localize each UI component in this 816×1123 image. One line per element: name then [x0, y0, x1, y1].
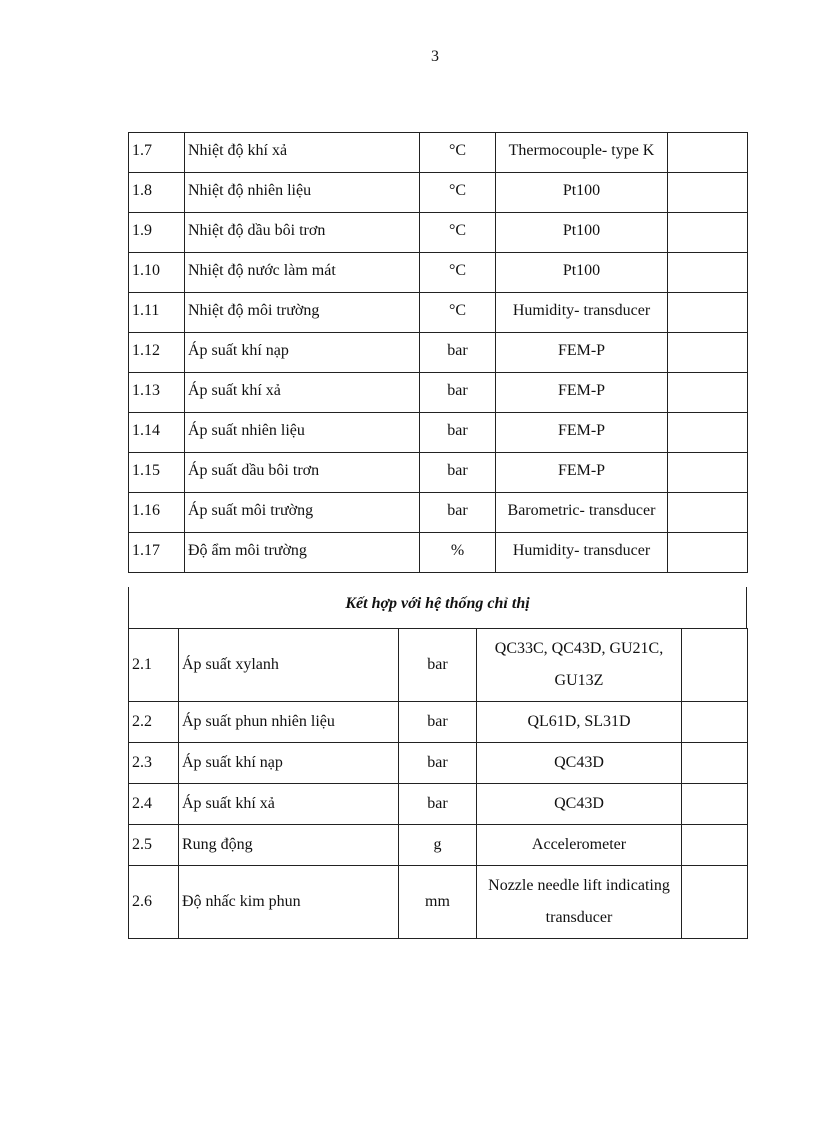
- unit: bar: [420, 453, 496, 493]
- parameter-name: Độ nhấc kim phun: [179, 866, 399, 939]
- row-number: 1.16: [129, 493, 185, 533]
- measurement-table-part1: [128, 132, 748, 573]
- table-row: [129, 533, 748, 573]
- table-row: [129, 133, 748, 173]
- note-cell: [682, 784, 748, 825]
- table-row: [129, 333, 748, 373]
- sensor-type: FEM-P: [496, 373, 668, 413]
- row-number: 1.9: [129, 213, 185, 253]
- unit: bar: [399, 743, 477, 784]
- row-number: 2.4: [129, 784, 179, 825]
- row-number: 1.7: [129, 133, 185, 173]
- note-cell: [668, 453, 748, 493]
- row-number: 2.1: [129, 629, 179, 702]
- measurement-table-part2: [128, 628, 748, 939]
- table-row: [129, 629, 748, 702]
- table-row: [129, 293, 748, 333]
- row-number: 1.17: [129, 533, 185, 573]
- sensor-type: Nozzle needle lift indicating transducer: [477, 866, 682, 939]
- sensor-type: Barometric- transducer: [496, 493, 668, 533]
- unit: bar: [399, 784, 477, 825]
- parameter-name: Nhiệt độ môi trường: [185, 293, 420, 333]
- note-cell: [682, 866, 748, 939]
- parameter-name: Áp suất khí nạp: [185, 333, 420, 373]
- sensor-type: Thermocouple- type K: [496, 133, 668, 173]
- table-row: [129, 413, 748, 453]
- sensor-type: Pt100: [496, 213, 668, 253]
- unit: bar: [420, 373, 496, 413]
- unit: bar: [399, 702, 477, 743]
- unit: g: [399, 825, 477, 866]
- row-number: 2.2: [129, 702, 179, 743]
- sensor-type: Accelerometer: [477, 825, 682, 866]
- parameter-name: Rung động: [179, 825, 399, 866]
- unit: °C: [420, 253, 496, 293]
- table-row: [129, 373, 748, 413]
- row-number: 1.15: [129, 453, 185, 493]
- note-cell: [682, 743, 748, 784]
- note-cell: [668, 533, 748, 573]
- parameter-name: Áp suất xylanh: [179, 629, 399, 702]
- parameter-name: Áp suất môi trường: [185, 493, 420, 533]
- unit: %: [420, 533, 496, 573]
- table-row: [129, 866, 748, 939]
- sensor-type: Humidity- transducer: [496, 533, 668, 573]
- unit: bar: [420, 333, 496, 373]
- sensor-type: Humidity- transducer: [496, 293, 668, 333]
- unit: bar: [420, 413, 496, 453]
- note-cell: [668, 253, 748, 293]
- row-number: 2.6: [129, 866, 179, 939]
- note-cell: [668, 213, 748, 253]
- row-number: 1.11: [129, 293, 185, 333]
- table-row: [129, 173, 748, 213]
- row-number: 1.14: [129, 413, 185, 453]
- note-cell: [682, 702, 748, 743]
- note-cell: [682, 629, 748, 702]
- note-cell: [668, 373, 748, 413]
- table-row: [129, 702, 748, 743]
- unit: mm: [399, 866, 477, 939]
- sensor-type: QC43D: [477, 784, 682, 825]
- sensor-type: FEM-P: [496, 453, 668, 493]
- page-number: 3: [431, 48, 439, 65]
- note-cell: [668, 333, 748, 373]
- parameter-name: Độ ẩm môi trường: [185, 533, 420, 573]
- sensor-type: QC43D: [477, 743, 682, 784]
- parameter-name: Nhiệt độ dầu bôi trơn: [185, 213, 420, 253]
- unit: °C: [420, 133, 496, 173]
- parameter-name: Nhiệt độ nhiên liệu: [185, 173, 420, 213]
- row-number: 1.8: [129, 173, 185, 213]
- row-number: 1.13: [129, 373, 185, 413]
- note-cell: [668, 133, 748, 173]
- sensor-type: QC33C, QC43D, GU21C, GU13Z: [477, 629, 682, 702]
- parameter-name: Áp suất dầu bôi trơn: [185, 453, 420, 493]
- parameter-name: Áp suất khí xả: [179, 784, 399, 825]
- unit: bar: [420, 493, 496, 533]
- sensor-type: Pt100: [496, 173, 668, 213]
- parameter-name: Áp suất phun nhiên liệu: [179, 702, 399, 743]
- parameter-name: Áp suất khí nạp: [179, 743, 399, 784]
- table-row: [129, 493, 748, 533]
- parameter-name: Nhiệt độ nước làm mát: [185, 253, 420, 293]
- unit: °C: [420, 213, 496, 253]
- table-row: [129, 213, 748, 253]
- unit: °C: [420, 293, 496, 333]
- row-number: 1.12: [129, 333, 185, 373]
- row-number: 2.3: [129, 743, 179, 784]
- section-heading: Kết hợp với hệ thống chỉ thị: [128, 587, 747, 629]
- table-row: [129, 453, 748, 493]
- sensor-type: Pt100: [496, 253, 668, 293]
- row-number: 1.10: [129, 253, 185, 293]
- note-cell: [668, 293, 748, 333]
- parameter-name: Áp suất khí xả: [185, 373, 420, 413]
- sensor-type: FEM-P: [496, 333, 668, 373]
- parameter-name: Áp suất nhiên liệu: [185, 413, 420, 453]
- sensor-type: FEM-P: [496, 413, 668, 453]
- sensor-type: QL61D, SL31D: [477, 702, 682, 743]
- unit: °C: [420, 173, 496, 213]
- note-cell: [682, 825, 748, 866]
- parameter-name: Nhiệt độ khí xả: [185, 133, 420, 173]
- note-cell: [668, 413, 748, 453]
- note-cell: [668, 173, 748, 213]
- unit: bar: [399, 629, 477, 702]
- row-number: 2.5: [129, 825, 179, 866]
- table-row: [129, 743, 748, 784]
- table-row: [129, 784, 748, 825]
- table-row: [129, 253, 748, 293]
- note-cell: [668, 493, 748, 533]
- table-row: [129, 825, 748, 866]
